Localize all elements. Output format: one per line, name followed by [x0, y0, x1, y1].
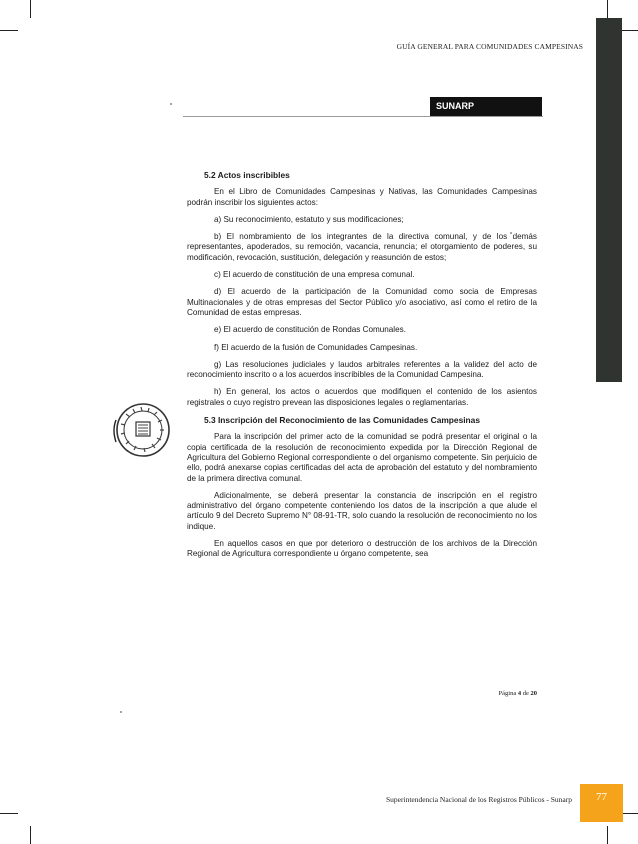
list-item: d) El acuerdo de la participación de la Comunidad como socia de Empresas Multinacionales y de otras empresas del Sector Público y/o asociativo, así como el retiro de la Comunidad de estas empresas. — [187, 287, 537, 317]
side-tab — [596, 18, 622, 382]
list-item: h) En general, los actos o acuerdos que modifiquen el contenido de los asientos registrales o cuyo registro prevean las disposiciones legales o reglamentarias. — [187, 387, 537, 407]
official-stamp-icon — [112, 400, 172, 460]
section-title-52: 5.2 Actos inscribibles — [204, 170, 290, 180]
intro-paragraph: En el Libro de Comunidades Campesinas y Nativas, las Comunidades Campesinas podrán inscribir los siguientes actos: — [187, 187, 537, 207]
paragraph: En aquellos casos en que por deterioro o destrucción de los archivos de la Dirección Regional de Agricultura correspondiente u órgano competente, sea — [187, 539, 537, 559]
list-item: c) El acuerdo de constitución de una empresa comunal. — [214, 270, 415, 280]
inner-page-label: Página — [498, 690, 517, 697]
document-body — [187, 170, 537, 567]
crop-mark — [0, 30, 18, 31]
scan-speck — [170, 103, 172, 105]
paragraph: Adicionalmente, se deberá presentar la constancia de inscripción en el registro administrativo del órgano competente conteniendo los datos de la inscripción a que alude el artículo 9 del Decreto Supremo N° 08-91-TR, solo cuando la resolución de reconocimiento no los indique. — [187, 490, 537, 531]
section-title-53: 5.3 Inscripción del Reconocimiento de las Comunidades Campesinas — [204, 415, 480, 426]
inner-page-of: de — [522, 690, 529, 697]
crop-mark — [30, 0, 31, 18]
sunarp-badge: SUNARP — [430, 97, 542, 116]
header-rule — [183, 116, 543, 117]
crop-mark — [607, 826, 608, 844]
footer-institution: Superintendencia Nacional de los Registros Públicos - Sunarp — [385, 795, 572, 804]
crop-mark — [620, 30, 638, 31]
footer-page-number: 77 — [580, 784, 623, 822]
list-item: f) El acuerdo de la fusión de Comunidades Campesinas. — [214, 342, 418, 352]
list-item: b) El nombramiento de los integrantes de la directiva comunal, y de los demás representantes, apoderados, su remoción, vacancia, renuncia; el otorgamiento de poderes, su modificación, revocación, sustitución, delegación y reasunción de estos; — [187, 232, 537, 262]
list-item: a) Su reconocimiento, estatuto y sus modificaciones; — [214, 214, 404, 224]
list-item: g) Las resoluciones judiciales y laudos arbitrales referentes a la validez del acto de reconocimiento inscrito o a los acuerdos inscribibles de la Comunidad Campesina. — [187, 359, 537, 380]
crop-mark — [607, 0, 608, 18]
running-title: GUÍA GENERAL PARA COMUNIDADES CAMPESINAS — [396, 42, 583, 51]
scan-speck — [120, 711, 122, 713]
inner-page-number — [470, 690, 537, 697]
inner-page-total: 20 — [530, 690, 537, 697]
crop-mark — [30, 826, 31, 844]
crop-mark — [0, 813, 18, 814]
inner-page-current: 4 — [517, 690, 522, 697]
paragraph: Para la inscripción del primer acto de la comunidad se podrá presentar el original o la copia certificada de la resolución de reconocimiento expedida por la Dirección Regional de Agricultura del Gobierno Regional correspondiente o del organismo competente. Sin perjuicio de ello, podrá anexarse copias certificadas del acta de aprobación del estatuto y del nombramiento de la primera directiva comunal. — [187, 432, 537, 483]
list-item: e) El acuerdo de constitución de Rondas Comunales. — [214, 325, 406, 335]
